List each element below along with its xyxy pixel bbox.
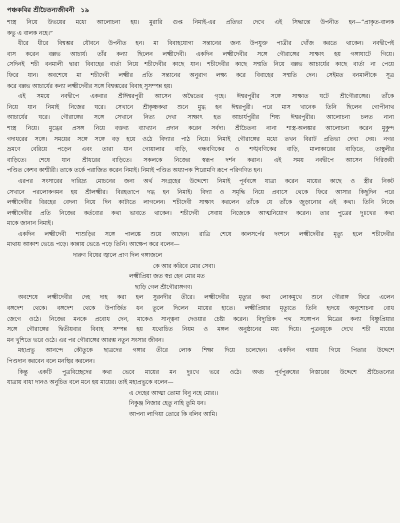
text-line: ফিরে যান। অবশেষে মা শচীদেবী লক্ষ্মীর প্রতি সন্তানের অনুরাগ লক্ষ্য করে বিবাহের সম্মতি দেন। সেইমত বনমালীকে সূত্র <box>7 72 394 79</box>
text-line: এই সময়ে নবদ্বীপে একবার শ্রীঈশ্বরপুরী আসেন অদ্বৈতের গৃহে। ঈশ্বরপুরীর সঙ্গে সাক্ষাত ঘটে শ্রীগৌরাঙ্গের। তাঁকে <box>18 94 394 101</box>
text-line: কভু এ বালক নহে।” <box>7 30 53 37</box>
body-text <box>7 18 394 421</box>
running-title: পঞ্চকবির শ্রীচৈতন্যজীবনী <box>7 6 75 14</box>
text-line: মাথায় আকাশ ভেঙে পড়ে। কান্নায় ভেঙে পড়ে তিনি। আক্ষেপ করে বলেন— <box>7 242 180 249</box>
page-header <box>7 4 394 16</box>
text-line: সেখানে পরলোকগমন হয় শ্রীলক্ষ্মীর। বিরহতাপে দগ্ধ হন নিমাই। বিদ্যা ও সমৃদ্ধি নিয়ে প্রবাসে থেকে ফিরে আসার কিছুদিন পরে <box>7 189 394 196</box>
text-line: পণ্ডিত কেশব কাশ্মীরী। তাকে তর্কে পরাজিত করেন নিমাই। নিমাই পণ্ডিত অধ্যাপক শিরোমণি রূপে পরিগণিত হন। <box>7 168 263 175</box>
text-line: গদাধরের সঙ্গে। সময়ের সঙ্গে সঙ্গে বড় হয়ে ওঠে বিদ্যার পাঠ নিয়ে। নিমাই গৌরাঙ্গের মধ্যে তখন বিরাট প্রতিভা দেখা দেয়। নগর <box>7 136 394 143</box>
text-line: পিণ্ডদান করবেন বলে মনস্থির করলেন। <box>7 359 95 365</box>
text-line: মন খুশিতে ভরে ওঠে। এর পর গৌরাঙ্গের আরম্ভ নতুন সংসার জীবন। <box>7 337 164 344</box>
text-line: বঙ্গদেশ থেকে। বঙ্গদেশ থেকে উপার্জিত ধন তুলে দিলেন মায়ের হাতে। লক্ষ্মীপ্রিয়ার মৃত্যুতে তিনি হৃদয়ে অনুশোচনা বোধ <box>7 306 394 313</box>
verse-line: আপনা লাগিয়া তোরে কি বলিব আমি। <box>129 411 218 418</box>
text-line: বাস করেন বল্লভ আচার্য। তাঁর কন্যা ছিলেন লক্ষ্মীদেবী। একদিন লক্ষ্মীদেবীর সঙ্গে গৌরাঙ্গের সাক্ষাৎ হয় গঙ্গাঘাটে গিয়ে। <box>7 51 394 58</box>
text-line: লক্ষ্মীদেবীর প্রতি নিজের কর্তব্যের কথা ভাবতে থাকেন। শচীদেবী সেবায় নিজেকে আত্মনিয়োগ করেন। তার পুত্রের দুঃখের কথা <box>7 210 394 217</box>
text-line: ধীরে ধীরে বিশ্বম্ভর যৌবনে উপনীত হন। মা বিবাহযোগ্য সন্তানের জন্য উপযুক্ত পাত্রীর খোঁজ করতে থাকেন। নবদ্বীপেই <box>18 41 394 48</box>
text-line: বাড়িতে। শেষে যান শ্রীধরের বাড়িতে। সকলকে নিজের স্বরূপ দর্শন করান। এই সময় নবদ্বীপে আসেন দিগ্বিজয়ী <box>7 157 394 164</box>
verse-line: নিকুঞ্জ নিজার হেতু নাহি তুমি ধন। <box>129 401 206 408</box>
text-line: সেদিনই শচী বনমালী দ্বারা বিবাহের বার্তা নিয়ে শচীদেবীর কাছে যান। শচীদেবীর কাছে সম্মতি নিয়ে বল্লভ আচার্যের কাছে বার্তা না পেয়ে <box>7 62 394 69</box>
text-line: অবশেষে লক্ষ্মীদেবীর দেহ দাহ করা হল সুরনদীর তীরে। লক্ষ্মীদেবীর মৃত্যুর কথা লোকমুখে শুনে গৌরাঙ্গ ফিরে এলেন <box>18 295 394 302</box>
text-line: জেগে ওঠে। নিজের মনকে প্রবোধ দেন, মাকেও সান্ত্বনা দেওয়ার চেষ্টা করেন। বিদ্যুগ্নিক পথ সঙ্গোপন মিত্রের কন্যা বিষ্ণুপ্রিয়ার <box>7 316 394 323</box>
text-line: আচার্যের ঘরে। গৌরাঙ্গের সঙ্গে সেখানে নিত্য দেখা সাক্ষাৎ হত আচার্যপুরীর শিষ্য ঈশ্বরপুরীর। আলোচনা চলত নানা <box>7 115 394 122</box>
verse-line: দারুণ বিষের জ্বালে প্রাণ দিল গঙ্গাজলে <box>73 253 163 260</box>
text-line: এরপর সংসারের দারিদ্র্য মোচনের জন্য অর্থ সংগ্রহের উদ্দেশ্যে নিমাই পূর্ববঙ্গে যাত্রা করেন মায়ের কাছে ও স্ত্রীর নিকট <box>18 178 394 185</box>
text-line: করে বল্লভ আচার্যের কন্যা লক্ষ্মীদেবীর সঙ্গে বিশ্বম্ভরের বিবাহ সুসম্পন্ন হয়। <box>7 83 173 90</box>
verse-line: ছাড়ি গেল শ্রীগৌরাঙ্গগণ। <box>135 284 193 291</box>
text-line: মাকে জানান নিমাই। <box>7 221 53 228</box>
text-line: ভ্রমণে বেরিয়ে পড়েন এবং তারা যান গোয়ালার বাড়ি, গন্ধবণিকের ও শঙ্খবণিকের বাড়ি, মালাকারের বাড়িতে, তাম্বুলীর <box>7 147 394 154</box>
text-line: একদিন লক্ষ্মীদেবী শাশুড়ির সঙ্গে পালঙ্কে শুয়ে আছেন। রাত্রি শেষে কালসর্পের দংশনে লক্ষ্মীদেবীর মৃত্যু হলে শচীদেবীর <box>18 231 394 238</box>
text-line: সঙ্গে গৌরাঙ্গের দ্বিতীয়বার বিবাহ সম্পন্ন হয় যথোচিত নিয়ম ও মঙ্গল অনুষ্ঠানের মধ্য দিয়ে। পুত্রবধূকে দেখে শচী মায়ের <box>7 327 394 334</box>
text-line: কিন্তু একটি পুত্রবিচ্ছেদের কথা ভেবে মায়ের মন দুঃখে ভরে ওঠে। অথচ পূর্বপুরুষের নিস্তারের উদ্দেশে শ্রীচৈতন্যের <box>18 369 394 376</box>
text-line: নিয়ে যান নিমাই নিজের ঘরে। সেখানে শ্রীকৃষ্ণকথা শুনে মুগ্ধ হন ঈশ্বরপুরী। পরে মাস খানেক তিনি ছিলেন গোপীনাথ <box>7 104 394 111</box>
page-number: ১৯ <box>80 6 90 14</box>
text-line: শাস্ত্র নিয়ে। মুগ্ধের প্রসঙ্গ নিয়ে বক্তব্য ব্যাখ্যান প্রদান করেন সর্বদা। শ্রীচৈতন্য নানা শাস্ত্র-অলঙ্কার আলোচনা করেন মুকুন্দ <box>7 125 394 132</box>
text-line: যাত্রায় বাধা দানও অনুচিত বলে মনে হয় মায়ের। তাই মহাপ্রভুকে বলেন— <box>7 380 174 387</box>
verse-line: কে আর করিবে মোর সেবা। <box>153 263 216 270</box>
text-line: মহাপ্রভু আনন্দে কৌতুকে ছাত্রদের গঙ্গার তীরে লোক শিক্ষা দিয়ে চলেছেন। একদিন গয়ায় গিয়ে পিতার উদ্দেশে <box>18 348 394 355</box>
text-line: লক্ষ্মীদেবীর বিরহের বেদনা নিয়ে দিন কাটাতে লাগলেন। শচীদেবী সাক্ষাৎ করলেন তাঁকে যে তাঁকে জুড়ানোর এই কথা। তিনি নিজে <box>7 200 394 207</box>
verse-line: লক্ষ্মীপ্রিয়া জত স্বপ্ন হেন মোর মত <box>129 274 205 281</box>
verse-line: এ দেহের আত্মা তোমা বিনু নহে মোর।। <box>129 390 219 397</box>
text-line: শাস্ত্র নিয়ে উভয়ের মধ্যে আলোচনা হয়। মুরারি গুপ্ত নিমাই-এর প্রতিভা দেখে এই সিদ্ধান্তে উপনীত হন—“প্রাকৃত-বালক <box>7 20 394 26</box>
